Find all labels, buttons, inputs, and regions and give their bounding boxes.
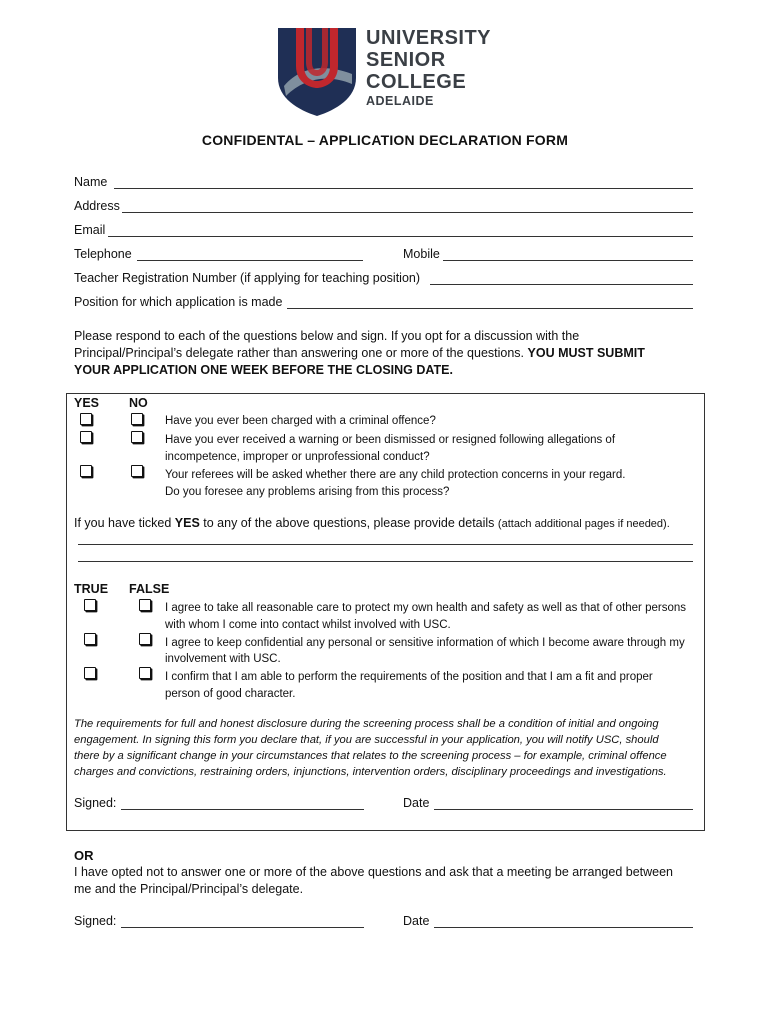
details-suffix: to any of the above questions, please provide details xyxy=(203,516,495,530)
date-label: Date xyxy=(403,796,430,810)
teacher-registration-field[interactable] xyxy=(430,284,693,285)
q1-yes-checkbox[interactable] xyxy=(80,413,92,425)
college-logo xyxy=(276,26,506,118)
question-2-line-1: Have you ever received a warning or been dismissed or resigned following allegations of xyxy=(165,434,616,446)
form-title: CONFIDENTAL – APPLICATION DECLARATION FORM xyxy=(201,132,569,148)
logo-line-senior: SENIOR xyxy=(366,49,446,71)
teacher-registration-label: Teacher Registration Number (if applying for teaching position) xyxy=(74,271,421,285)
statement-3-line-1: I confirm that I am able to perform the requirements of the position and that I am a fit and proper xyxy=(165,671,653,683)
email-field[interactable] xyxy=(108,236,693,237)
or-date-field[interactable] xyxy=(434,927,693,928)
shield-emblem xyxy=(276,26,358,118)
or-heading: OR xyxy=(74,848,94,863)
or-text-line-1: I have opted not to answer one or more of the above questions and ask that a meeting be arranged between xyxy=(74,865,674,879)
logo-line-adelaide: ADELAIDE xyxy=(366,94,434,108)
disclosure-line-3: there by a significant change in your circumstances that relates to the screening process – for example, criminal offence xyxy=(74,750,667,762)
details-yes: YES xyxy=(174,516,200,530)
address-label: Address xyxy=(74,199,120,213)
disclosure-line-2: engagement. In signing this form you declare that, if you are successful in your application, you will notify USC, should xyxy=(74,734,659,746)
statement-1-line-1: I agree to take all reasonable care to protect my own health and safety as well as that of other persons xyxy=(165,602,686,614)
false-header: FALSE xyxy=(129,582,170,596)
statement-2-line-2: involvement with USC. xyxy=(165,653,281,665)
name-label: Name xyxy=(74,175,108,189)
instructions-line-2-emphasis: YOU MUST SUBMIT xyxy=(527,346,645,360)
question-3-line-2: Do you foresee any problems arising from this process? xyxy=(165,486,450,498)
statement-1-line-2: with whom I come into contact whilst involved with USC. xyxy=(165,619,451,631)
details-prefix: If you have ticked xyxy=(74,516,172,530)
q3-no-checkbox[interactable] xyxy=(131,465,143,477)
or-signature-field[interactable] xyxy=(121,927,364,928)
or-text-line-2: me and the Principal/Principal’s delegate. xyxy=(74,882,304,896)
yes-header: YES xyxy=(74,396,100,410)
details-field-line-1[interactable] xyxy=(78,544,693,545)
signature-field[interactable] xyxy=(121,809,364,810)
name-field[interactable] xyxy=(114,188,693,189)
or-date-label: Date xyxy=(403,914,430,928)
s3-false-checkbox[interactable] xyxy=(139,667,151,679)
position-field[interactable] xyxy=(287,308,693,309)
s1-true-checkbox[interactable] xyxy=(84,599,96,611)
details-note: (attach additional pages if needed). xyxy=(497,518,670,530)
s1-false-checkbox[interactable] xyxy=(139,599,151,611)
s2-true-checkbox[interactable] xyxy=(84,633,96,645)
instructions-line-2 xyxy=(74,346,645,361)
details-prompt xyxy=(74,516,670,532)
logo-line-university: UNIVERSITY xyxy=(366,27,492,49)
statement-2-line-1: I agree to keep confidential any personal or sensitive information of which I become aware through my xyxy=(165,637,685,649)
mobile-label: Mobile xyxy=(403,247,440,261)
s2-false-checkbox[interactable] xyxy=(139,633,151,645)
no-header: NO xyxy=(129,396,148,410)
s3-true-checkbox[interactable] xyxy=(84,667,96,679)
telephone-label: Telephone xyxy=(74,247,132,261)
q2-no-checkbox[interactable] xyxy=(131,431,143,443)
instructions-line-2-text: Principal/Principal’s delegate rather than answering one or more of the questions. xyxy=(74,346,525,360)
q3-yes-checkbox[interactable] xyxy=(80,465,92,477)
address-field[interactable] xyxy=(122,212,693,213)
question-3-line-1: Your referees will be asked whether there are any child protection concerns in your regard. xyxy=(165,469,626,481)
question-2-line-2: incompetence, improper or unprofessional conduct? xyxy=(165,451,430,463)
date-field[interactable] xyxy=(434,809,693,810)
statement-3-line-2: person of good character. xyxy=(165,688,296,700)
question-1: Have you ever been charged with a criminal offence? xyxy=(165,415,436,427)
disclosure-line-1: The requirements for full and honest disclosure during the screening process shall be a condition of initial and ongoing xyxy=(74,718,659,730)
or-signed-label: Signed: xyxy=(74,914,117,928)
position-label: Position for which application is made xyxy=(74,295,283,309)
disclosure-line-4: charges and convictions, restraining orders, injunctions, intervention orders, disciplinary proceedings and investigations. xyxy=(74,766,667,778)
email-label: Email xyxy=(74,223,106,237)
q1-no-checkbox[interactable] xyxy=(131,413,143,425)
signed-label: Signed: xyxy=(74,796,117,810)
true-header: TRUE xyxy=(74,582,109,596)
telephone-field[interactable] xyxy=(137,260,363,261)
mobile-field[interactable] xyxy=(443,260,693,261)
details-field-line-2[interactable] xyxy=(78,561,693,562)
logo-line-college: COLLEGE xyxy=(366,71,467,93)
instructions-line-3: YOUR APPLICATION ONE WEEK BEFORE THE CLOSING DATE. xyxy=(74,363,453,377)
q2-yes-checkbox[interactable] xyxy=(80,431,92,443)
instructions-line-1: Please respond to each of the questions below and sign. If you opt for a discussion with the xyxy=(74,329,580,343)
